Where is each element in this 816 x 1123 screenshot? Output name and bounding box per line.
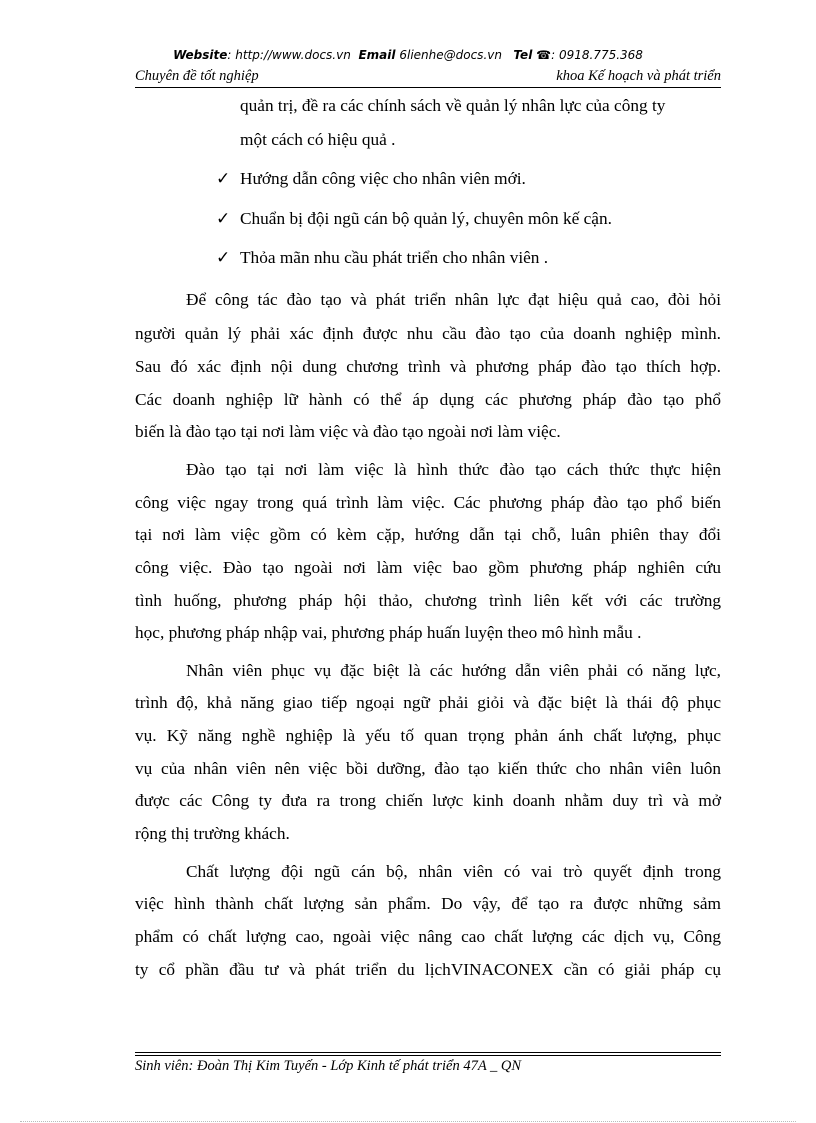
running-footer: Sinh viên: Đoàn Thị Kim Tuyến - Lớp Kinh tế phát triển 47A _ QN — [135, 1058, 522, 1074]
paragraph-line: việc hình thành chất lượng sản phẩm. Do vậy, để tạo ra được những sảm — [135, 894, 721, 913]
paragraph-line: phẩm có chất lượng cao, ngoài việc nâng cao chất lượng các dịch vụ, Công — [135, 927, 721, 946]
bullet-item: Chuẩn bị đội ngũ cán bộ quản lý, chuyên môn kế cận. — [240, 209, 612, 228]
paragraph-line: ty cổ phần đầu tư và phát triển du lịchVINACONEX cần có giải pháp cụ — [135, 960, 721, 979]
paragraph-line: Để công tác đào tạo và phát triển nhân lực đạt hiệu quả cao, đòi hỏi — [186, 290, 721, 309]
paragraph-line: Sau đó xác định nội dung chương trình và phương pháp đào tạo thích hợp. — [135, 357, 721, 376]
checkmark-icon: ✓ — [216, 209, 231, 229]
paragraph-line: vụ của nhân viên nên việc bồi dưỡng, đào tạo kiến thức cho nhân viên luôn — [135, 759, 721, 778]
paragraph-line: Chất lượng đội ngũ cán bộ, nhân viên có vai trò quyết định trong — [186, 862, 721, 881]
tel-number: : 0918.775.368 — [551, 48, 643, 62]
website-bar — [0, 48, 816, 62]
email-icon: 6 — [399, 48, 407, 62]
paragraph-line: tình huống, phương pháp hội thảo, chương trình liên kết với các trường — [135, 591, 721, 610]
checkmark-icon: ✓ — [216, 248, 231, 268]
paragraph-line: công việc ngay trong quá trình làm việc. Các phương pháp đào tạo phổ biến — [135, 493, 721, 512]
paragraph-line: trình độ, khả năng giao tiếp ngoại ngữ phải giỏi và đặc biệt là thái độ phục — [135, 693, 721, 712]
paragraph-line: Đào tạo tại nơi làm việc là hình thức đào tạo cách thức thực hiện — [186, 460, 721, 479]
paragraph-line: rộng thị trường khách. — [135, 824, 290, 843]
email-label: Email — [358, 48, 396, 62]
footer-rule-top — [135, 1052, 721, 1053]
website-label: Website — [173, 48, 228, 62]
page-edge-divider — [20, 1121, 796, 1122]
paragraph-line: vụ. Kỹ năng nghề nghiệp là yếu tố quan trọng phản ánh chất lượng, phục — [135, 726, 721, 745]
footer-rule-bottom — [135, 1055, 721, 1056]
header-left: Chuyên đề tốt nghiệp — [135, 68, 259, 84]
paragraph-line: học, phương pháp nhập vai, phương pháp huấn luyện theo mô hình mẫu . — [135, 623, 642, 642]
paragraph-line: Nhân viên phục vụ đặc biệt là các hướng dẫn viên phải có năng lực, — [186, 661, 721, 680]
email-address[interactable]: lienhe@docs.vn — [406, 48, 502, 62]
paragraph-line: biến là đào tạo tại nơi làm việc và đào tạo ngoài nơi làm việc. — [135, 422, 561, 441]
bullet-item: Hướng dẫn công việc cho nhân viên mới. — [240, 169, 526, 188]
website-url[interactable]: : http://www.docs.vn — [227, 48, 351, 62]
paragraph-line: công việc. Đào tạo ngoài nơi làm việc bao gồm phương pháp nghiên cứu — [135, 558, 721, 577]
header-right: khoa Kế hoạch và phát triển — [556, 68, 721, 84]
paragraph-line: tại nơi làm việc gồm có kèm cặp, hướng dẫn tại chỗ, luân phiên thay đổi — [135, 525, 721, 544]
running-header — [135, 68, 721, 88]
header-rule — [135, 87, 721, 88]
phone-icon: ☎ — [536, 48, 552, 62]
bullet-item: Thỏa mãn nhu cầu phát triển cho nhân viên . — [240, 248, 549, 267]
paragraph-line: Các doanh nghiệp lữ hành có thể áp dụng các phương pháp đào tạo phổ — [135, 390, 721, 409]
paragraph-line: người quản lý phải xác định được nhu cầu đào tạo của doanh nghiệp mình. — [135, 324, 721, 343]
continued-line: một cách có hiệu quả . — [240, 130, 396, 149]
tel-label: Tel — [513, 48, 533, 62]
continued-line: quản trị, đề ra các chính sách về quản lý nhân lực của công ty — [240, 96, 666, 115]
paragraph-line: được các Công ty đưa ra trong chiến lược kinh doanh nhằm duy trì và mở — [135, 791, 721, 810]
checkmark-icon: ✓ — [216, 169, 231, 189]
